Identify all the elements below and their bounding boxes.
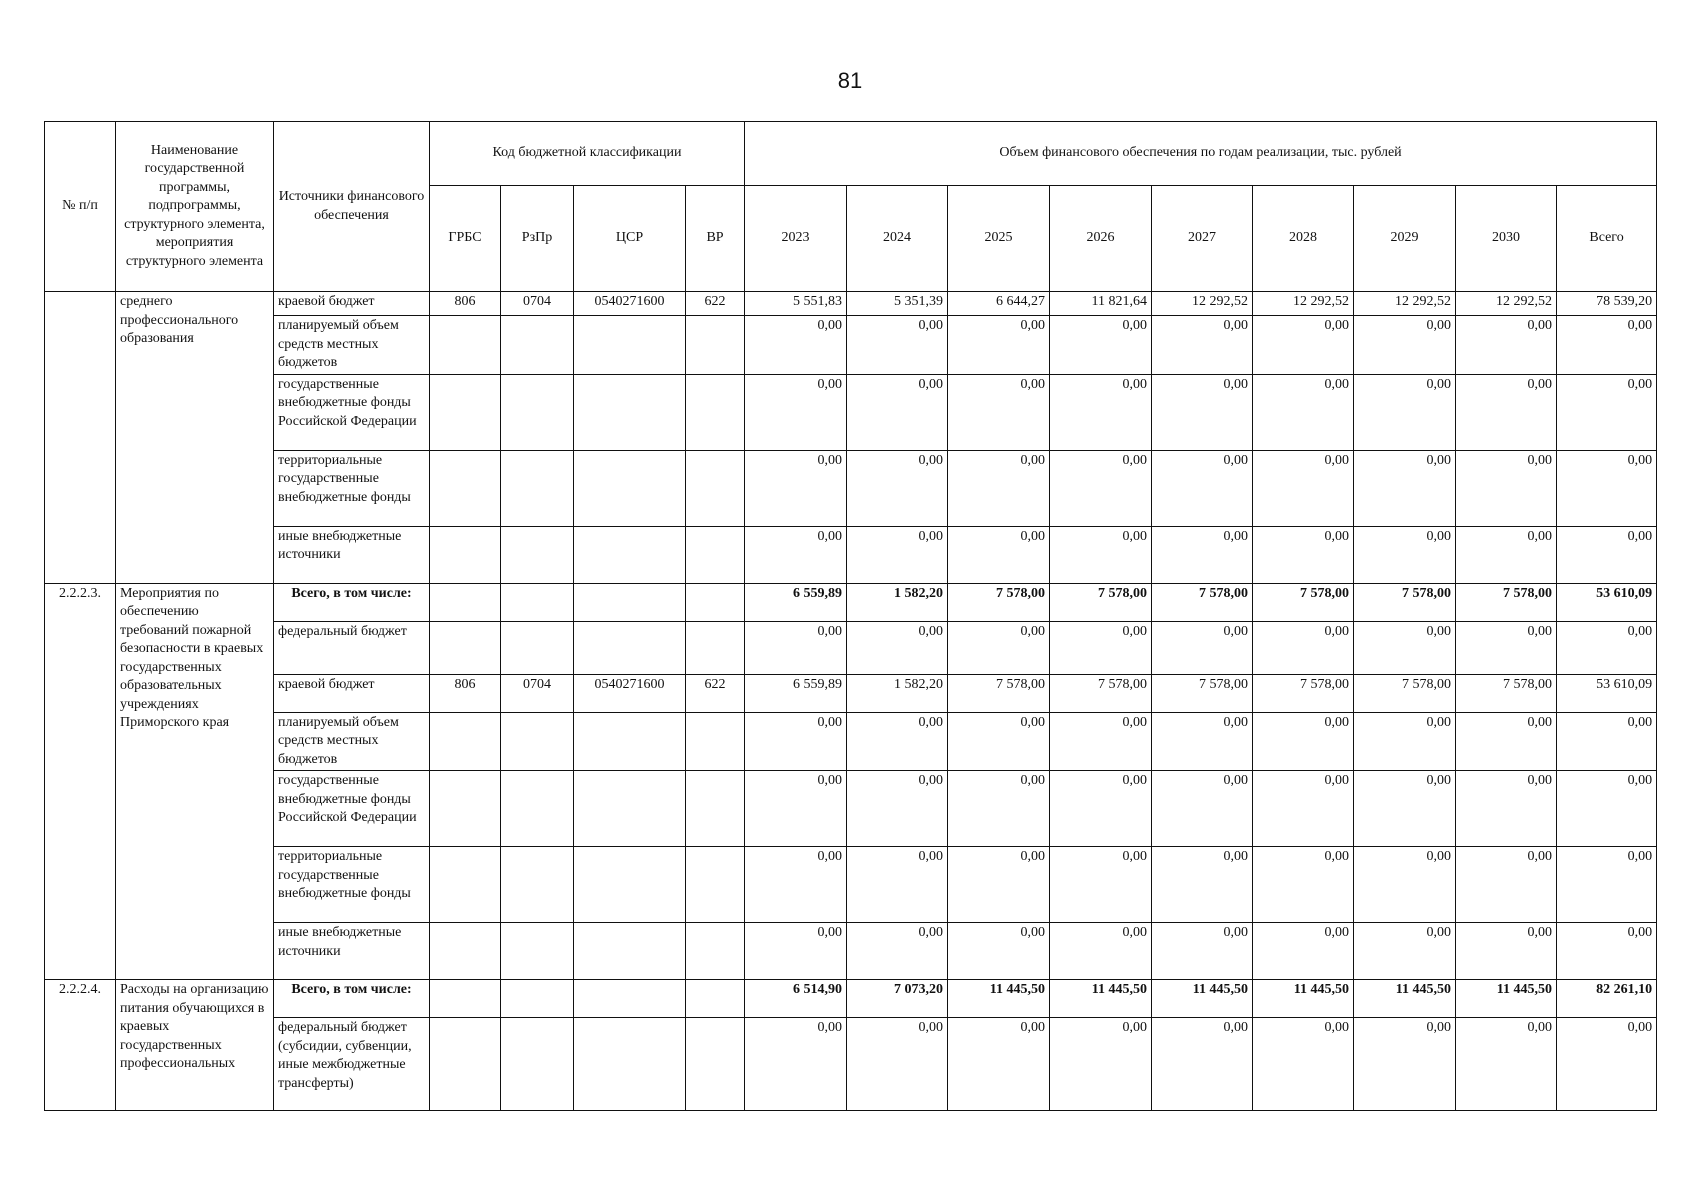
- table-row: [45, 771, 1657, 847]
- value-total: 0,00: [1557, 847, 1657, 923]
- funding-source: планируемый объем средств местных бюджетов: [274, 712, 430, 771]
- code-csr: [574, 980, 686, 1018]
- code-vr: [686, 450, 745, 526]
- value-year: 12 292,52: [1354, 292, 1456, 316]
- value-year: 0,00: [948, 712, 1050, 771]
- value-year: 0,00: [745, 450, 847, 526]
- value-year: 0,00: [1456, 316, 1557, 375]
- value-year: 0,00: [1253, 1018, 1354, 1111]
- value-total: 53 610,09: [1557, 583, 1657, 621]
- value-year: 7 578,00: [1456, 583, 1557, 621]
- value-year: 6 559,89: [745, 583, 847, 621]
- table-row: [45, 1018, 1657, 1111]
- value-year: 0,00: [948, 847, 1050, 923]
- value-year: 0,00: [1152, 316, 1253, 375]
- value-year: 0,00: [847, 1018, 948, 1111]
- funding-source: Всего, в том числе:: [274, 583, 430, 621]
- value-year: 0,00: [847, 847, 948, 923]
- value-year: 0,00: [1050, 712, 1152, 771]
- funding-source: краевой бюджет: [274, 674, 430, 712]
- code-vr: [686, 526, 745, 583]
- value-year: 11 445,50: [1050, 980, 1152, 1018]
- funding-source: федеральный бюджет: [274, 621, 430, 674]
- code-csr: [574, 374, 686, 450]
- code-grbs: [430, 450, 501, 526]
- code-grbs: [430, 771, 501, 847]
- value-year: 7 578,00: [948, 583, 1050, 621]
- code-vr: [686, 771, 745, 847]
- code-grbs: [430, 1018, 501, 1111]
- value-year: 0,00: [948, 526, 1050, 583]
- code-csr: [574, 847, 686, 923]
- header-year: 2026: [1050, 186, 1152, 292]
- code-grbs: [430, 526, 501, 583]
- table-row: [45, 674, 1657, 712]
- value-year: 0,00: [745, 526, 847, 583]
- table-row: [45, 374, 1657, 450]
- table-row: [45, 712, 1657, 771]
- value-year: 0,00: [948, 923, 1050, 980]
- code-csr: [574, 450, 686, 526]
- value-year: 0,00: [1354, 450, 1456, 526]
- funding-source: Всего, в том числе:: [274, 980, 430, 1018]
- value-year: 0,00: [1050, 316, 1152, 375]
- value-year: 7 578,00: [1354, 674, 1456, 712]
- value-year: 0,00: [948, 1018, 1050, 1111]
- value-year: 12 292,52: [1152, 292, 1253, 316]
- code-grbs: [430, 374, 501, 450]
- table-row: [45, 923, 1657, 980]
- value-year: 0,00: [1050, 526, 1152, 583]
- value-total: 0,00: [1557, 316, 1657, 375]
- code-csr: [574, 771, 686, 847]
- value-year: 7 578,00: [1050, 674, 1152, 712]
- value-year: 0,00: [1456, 526, 1557, 583]
- value-year: 0,00: [745, 316, 847, 375]
- code-rzpr: [501, 771, 574, 847]
- table-row: [45, 980, 1657, 1018]
- item-number: 2.2.2.4.: [45, 980, 116, 1111]
- value-year: 0,00: [1152, 1018, 1253, 1111]
- funding-source: территориальные государственные внебюджетные фонды: [274, 450, 430, 526]
- table-row: [45, 583, 1657, 621]
- value-year: 11 445,50: [1152, 980, 1253, 1018]
- code-csr: 0540271600: [574, 674, 686, 712]
- header-budget-code: Код бюджетной классификации: [430, 122, 745, 186]
- code-grbs: [430, 923, 501, 980]
- value-year: 0,00: [1456, 923, 1557, 980]
- value-year: 0,00: [1354, 316, 1456, 375]
- code-csr: [574, 583, 686, 621]
- funding-source: краевой бюджет: [274, 292, 430, 316]
- code-csr: [574, 526, 686, 583]
- value-year: 1 582,20: [847, 674, 948, 712]
- header-source: Источники финансового обеспечения: [274, 122, 430, 292]
- code-grbs: [430, 621, 501, 674]
- code-rzpr: [501, 316, 574, 375]
- value-year: 0,00: [1456, 712, 1557, 771]
- value-year: 0,00: [948, 771, 1050, 847]
- value-year: 0,00: [1354, 847, 1456, 923]
- value-year: 0,00: [745, 847, 847, 923]
- value-year: 0,00: [1456, 847, 1557, 923]
- code-csr: [574, 712, 686, 771]
- value-year: 0,00: [1050, 621, 1152, 674]
- code-rzpr: [501, 450, 574, 526]
- item-name: среднего профессионального образования: [116, 292, 274, 584]
- value-year: 11 445,50: [1456, 980, 1557, 1018]
- funding-source: иные внебюджетные источники: [274, 923, 430, 980]
- value-year: 0,00: [1354, 526, 1456, 583]
- value-year: 0,00: [1253, 923, 1354, 980]
- header-year: 2027: [1152, 186, 1253, 292]
- funding-source: иные внебюджетные источники: [274, 526, 430, 583]
- code-vr: 622: [686, 674, 745, 712]
- funding-source: федеральный бюджет (субсидии, субвенции, иные межбюджетные трансферты): [274, 1018, 430, 1111]
- value-year: 7 578,00: [1050, 583, 1152, 621]
- value-year: 5 351,39: [847, 292, 948, 316]
- value-year: 0,00: [1253, 526, 1354, 583]
- value-year: 12 292,52: [1253, 292, 1354, 316]
- value-total: 0,00: [1557, 771, 1657, 847]
- code-rzpr: [501, 1018, 574, 1111]
- value-year: 0,00: [948, 374, 1050, 450]
- item-number: [45, 292, 116, 584]
- code-vr: [686, 923, 745, 980]
- item-number: 2.2.2.3.: [45, 583, 116, 980]
- value-year: 0,00: [1253, 847, 1354, 923]
- code-rzpr: [501, 923, 574, 980]
- value-year: 0,00: [1152, 526, 1253, 583]
- code-csr: [574, 1018, 686, 1111]
- value-year: 1 582,20: [847, 583, 948, 621]
- value-year: 0,00: [948, 316, 1050, 375]
- table-row: [45, 292, 1657, 316]
- value-year: 0,00: [1354, 621, 1456, 674]
- code-vr: [686, 712, 745, 771]
- header-year: 2024: [847, 186, 948, 292]
- value-year: 0,00: [745, 1018, 847, 1111]
- value-year: 7 578,00: [1253, 674, 1354, 712]
- header-year: 2028: [1253, 186, 1354, 292]
- code-grbs: [430, 847, 501, 923]
- code-grbs: 806: [430, 674, 501, 712]
- value-year: 0,00: [1456, 771, 1557, 847]
- code-grbs: [430, 583, 501, 621]
- header-csr: ЦСР: [574, 186, 686, 292]
- value-year: 0,00: [847, 923, 948, 980]
- value-year: 0,00: [745, 621, 847, 674]
- value-year: 0,00: [847, 771, 948, 847]
- value-year: 0,00: [1152, 450, 1253, 526]
- code-rzpr: [501, 847, 574, 923]
- table-row: [45, 526, 1657, 583]
- value-year: 0,00: [1152, 923, 1253, 980]
- value-total: 0,00: [1557, 526, 1657, 583]
- code-vr: [686, 1018, 745, 1111]
- value-year: 0,00: [1456, 621, 1557, 674]
- value-year: 0,00: [745, 374, 847, 450]
- value-year: 11 445,50: [948, 980, 1050, 1018]
- funding-source: территориальные государственные внебюджетные фонды: [274, 847, 430, 923]
- value-year: 6 514,90: [745, 980, 847, 1018]
- value-year: 7 578,00: [1253, 583, 1354, 621]
- value-total: 0,00: [1557, 374, 1657, 450]
- value-year: 0,00: [1152, 771, 1253, 847]
- funding-source: планируемый объем средств местных бюджетов: [274, 316, 430, 375]
- code-csr: [574, 621, 686, 674]
- value-year: 0,00: [1456, 1018, 1557, 1111]
- code-vr: [686, 621, 745, 674]
- code-grbs: [430, 316, 501, 375]
- header-volume: Объем финансового обеспечения по годам реализации, тыс. рублей: [745, 122, 1657, 186]
- value-year: 0,00: [1050, 923, 1152, 980]
- value-year: 0,00: [847, 621, 948, 674]
- value-year: 0,00: [1354, 374, 1456, 450]
- budget-table: [44, 121, 1657, 1111]
- value-total: 0,00: [1557, 923, 1657, 980]
- value-year: 0,00: [1050, 1018, 1152, 1111]
- code-vr: [686, 374, 745, 450]
- code-csr: [574, 923, 686, 980]
- code-rzpr: 0704: [501, 674, 574, 712]
- header-grbs: ГРБС: [430, 186, 501, 292]
- value-year: 0,00: [1050, 450, 1152, 526]
- value-total: 53 610,09: [1557, 674, 1657, 712]
- table-header: [45, 122, 1657, 292]
- item-name: Мероприятия по обеспечению требований пожарной безопасности в краевых государственных образовательных учреждениях Приморского края: [116, 583, 274, 980]
- code-rzpr: [501, 980, 574, 1018]
- table-row: [45, 316, 1657, 375]
- value-year: 6 559,89: [745, 674, 847, 712]
- code-vr: [686, 316, 745, 375]
- header-no: № п/п: [45, 122, 116, 292]
- code-rzpr: [501, 526, 574, 583]
- header-vr: ВР: [686, 186, 745, 292]
- value-year: 11 445,50: [1253, 980, 1354, 1018]
- code-rzpr: [501, 712, 574, 771]
- value-year: 0,00: [1253, 450, 1354, 526]
- value-year: 0,00: [948, 621, 1050, 674]
- code-csr: [574, 316, 686, 375]
- header-year: 2029: [1354, 186, 1456, 292]
- code-vr: [686, 980, 745, 1018]
- value-year: 0,00: [1354, 771, 1456, 847]
- value-year: 0,00: [847, 374, 948, 450]
- value-year: 0,00: [948, 450, 1050, 526]
- header-name: Наименование государственной программы, подпрограммы, структурного элемента, мероприятия структурного элемента: [116, 122, 274, 292]
- value-year: 7 578,00: [1152, 674, 1253, 712]
- value-year: 0,00: [1152, 847, 1253, 923]
- value-total: 78 539,20: [1557, 292, 1657, 316]
- code-vr: [686, 847, 745, 923]
- value-year: 7 073,20: [847, 980, 948, 1018]
- value-year: 0,00: [1354, 923, 1456, 980]
- value-year: 0,00: [847, 712, 948, 771]
- value-year: 7 578,00: [1456, 674, 1557, 712]
- value-year: 0,00: [1050, 771, 1152, 847]
- code-rzpr: [501, 583, 574, 621]
- header-year: 2030: [1456, 186, 1557, 292]
- table-row: [45, 450, 1657, 526]
- value-year: 0,00: [745, 712, 847, 771]
- code-rzpr: 0704: [501, 292, 574, 316]
- header-year: 2025: [948, 186, 1050, 292]
- header-total: Всего: [1557, 186, 1657, 292]
- value-year: 0,00: [1152, 712, 1253, 771]
- value-year: 0,00: [1253, 316, 1354, 375]
- value-year: 0,00: [847, 450, 948, 526]
- value-year: 0,00: [1456, 450, 1557, 526]
- value-year: 0,00: [1152, 374, 1253, 450]
- value-total: 0,00: [1557, 450, 1657, 526]
- header-rzpr: РзПр: [501, 186, 574, 292]
- value-year: 0,00: [1253, 712, 1354, 771]
- code-vr: [686, 583, 745, 621]
- value-year: 0,00: [745, 771, 847, 847]
- item-name: Расходы на организацию питания обучающихся в краевых государственных профессиональных: [116, 980, 274, 1111]
- value-year: 0,00: [1253, 621, 1354, 674]
- value-year: 6 644,27: [948, 292, 1050, 316]
- value-year: 0,00: [1050, 374, 1152, 450]
- code-rzpr: [501, 374, 574, 450]
- value-year: 0,00: [745, 923, 847, 980]
- code-grbs: 806: [430, 292, 501, 316]
- value-year: 7 578,00: [1354, 583, 1456, 621]
- value-year: 11 821,64: [1050, 292, 1152, 316]
- value-year: 0,00: [1050, 847, 1152, 923]
- code-csr: 0540271600: [574, 292, 686, 316]
- funding-source: государственные внебюджетные фонды Российской Федерации: [274, 374, 430, 450]
- value-year: 0,00: [1253, 771, 1354, 847]
- code-rzpr: [501, 621, 574, 674]
- value-year: 12 292,52: [1456, 292, 1557, 316]
- value-year: 0,00: [847, 316, 948, 375]
- value-year: 0,00: [1253, 374, 1354, 450]
- value-year: 0,00: [1456, 374, 1557, 450]
- value-year: 0,00: [1354, 1018, 1456, 1111]
- value-total: 0,00: [1557, 1018, 1657, 1111]
- table-body: [45, 292, 1657, 1111]
- table-row: [45, 847, 1657, 923]
- header-year: 2023: [745, 186, 847, 292]
- value-year: 0,00: [1354, 712, 1456, 771]
- value-year: 7 578,00: [948, 674, 1050, 712]
- value-year: 0,00: [847, 526, 948, 583]
- value-total: 0,00: [1557, 712, 1657, 771]
- value-year: 0,00: [1152, 621, 1253, 674]
- code-vr: 622: [686, 292, 745, 316]
- funding-source: государственные внебюджетные фонды Российской Федерации: [274, 771, 430, 847]
- value-year: 5 551,83: [745, 292, 847, 316]
- value-total: 82 261,10: [1557, 980, 1657, 1018]
- code-grbs: [430, 712, 501, 771]
- code-grbs: [430, 980, 501, 1018]
- value-year: 11 445,50: [1354, 980, 1456, 1018]
- value-total: 0,00: [1557, 621, 1657, 674]
- value-year: 7 578,00: [1152, 583, 1253, 621]
- page-number: 81: [837, 68, 863, 93]
- table-row: [45, 621, 1657, 674]
